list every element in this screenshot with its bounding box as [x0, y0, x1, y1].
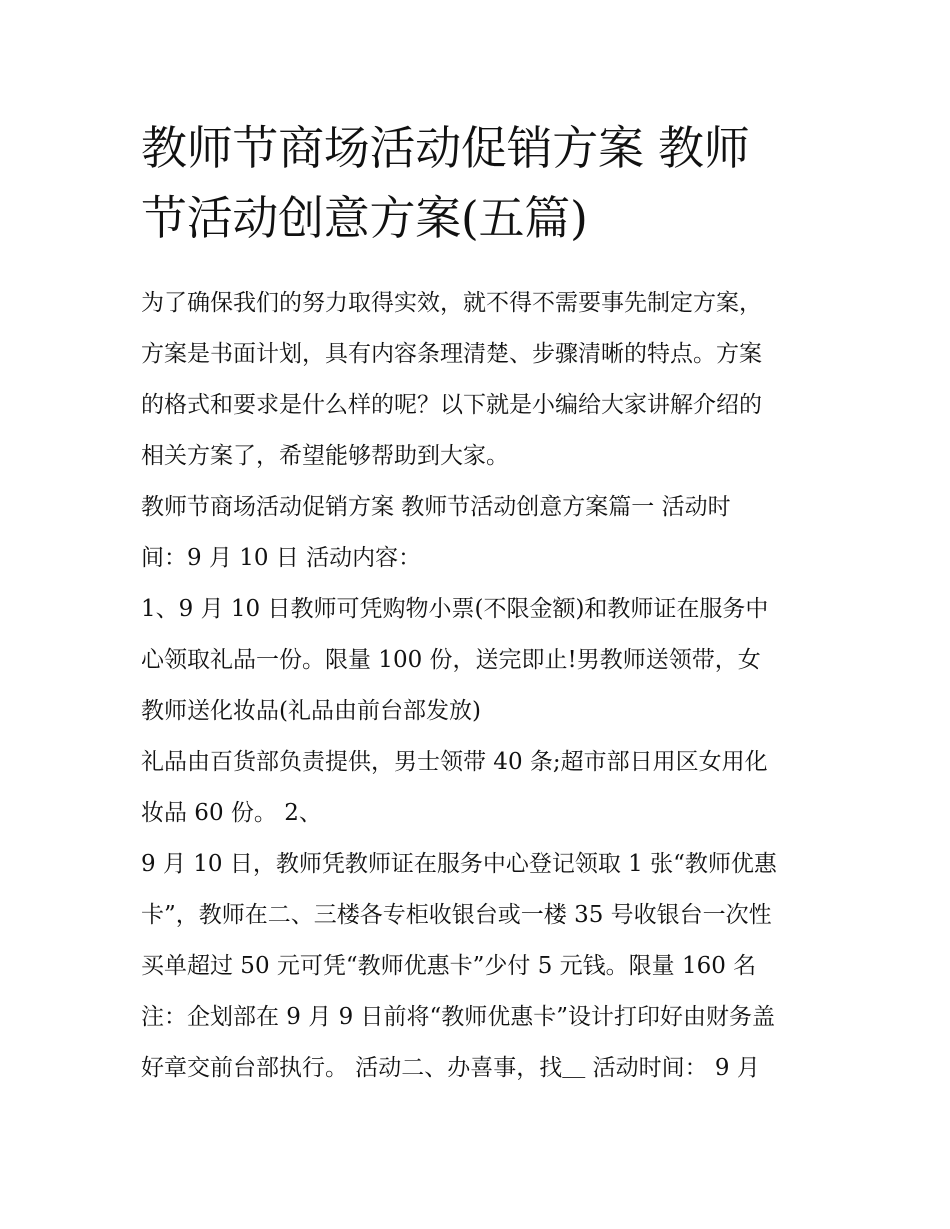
text-line-12: 9 月 10 日，教师凭教师证在服务中心登记领取 1 张“教师优惠 — [141, 851, 777, 877]
text-line-11: 妆品 60 份。 2、 — [141, 800, 322, 826]
text-line-6: 间：9 月 10 日 活动内容： — [141, 545, 422, 571]
text-line-2: 方案是书面计划，具有内容条理清楚、步骤清晰的特点。方案 — [141, 341, 762, 367]
text-line-3: 的格式和要求是什么样的呢？以下就是小编给大家讲解介绍的 — [141, 392, 762, 418]
document-title — [141, 113, 821, 253]
text-line-1: 为了确保我们的努力取得实效，就不得不需要事先制定方案， — [141, 290, 762, 316]
text-line-5: 教师节商场活动促销方案 教师节活动创意方案篇一 活动时 — [141, 494, 731, 520]
title-line-1: 教师节商场活动促销方案 教师 — [141, 121, 750, 175]
text-line-9: 教师送化妆品(礼品由前台部发放) — [141, 698, 481, 724]
text-line-7: 1、9 月 10 日教师可凭购物小票(不限金额)和教师证在服务中 — [141, 596, 769, 622]
text-line-13: 卡”，教师在二、三楼各专柜收银台或一楼 35 号收银台一次性 — [141, 902, 772, 928]
text-line-15: 注：企划部在 9 月 9 日前将“教师优惠卡”设计打印好由财务盖 — [141, 1004, 776, 1030]
text-line-10: 礼品由百货部负责提供，男士领带 40 条;超市部日用区女用化 — [141, 749, 768, 775]
text-line-8: 心领取礼品一份。限量 100 份，送完即止!男教师送领带，女 — [141, 647, 761, 673]
document-body — [141, 278, 821, 1094]
text-line-4: 相关方案了，希望能够帮助到大家。 — [141, 443, 509, 469]
title-line-2: 节活动创意方案(五篇) — [141, 191, 588, 245]
text-line-16: 好章交前台部执行。 活动二、办喜事，找＿ 活动时间： 9 月 — [141, 1055, 760, 1081]
text-line-14: 买单超过 50 元可凭“教师优惠卡”少付 5 元钱。限量 160 名 — [141, 953, 757, 979]
